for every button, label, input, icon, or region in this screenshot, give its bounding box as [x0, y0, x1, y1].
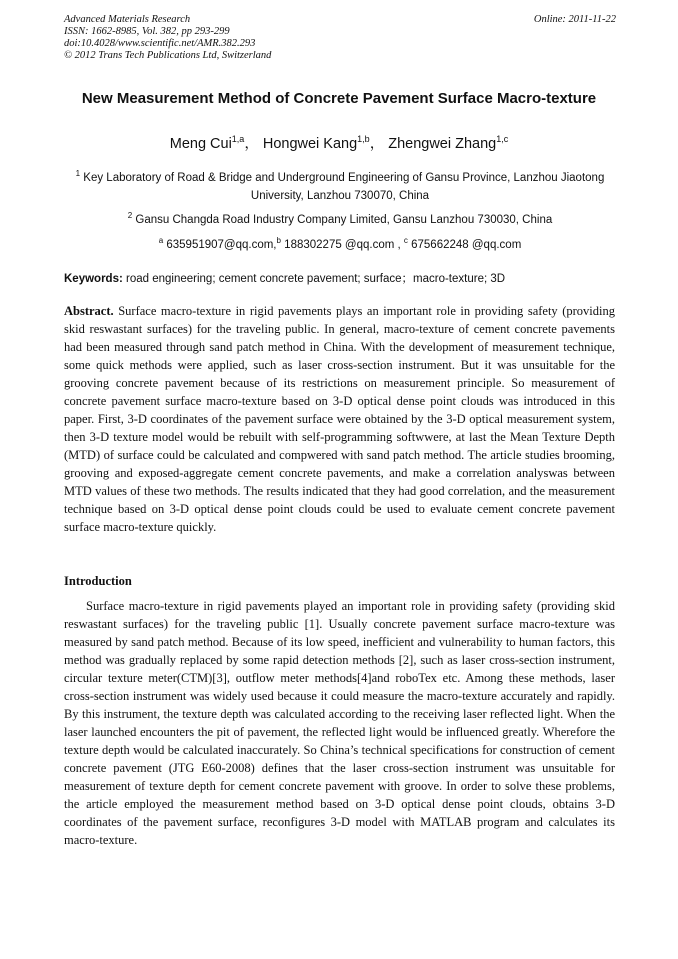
introduction-heading: Introduction: [64, 574, 132, 588]
journal-name: Advanced Materials Research: [64, 14, 191, 25]
issn-line: ISSN: 1662-8985, Vol. 382, pp 293-299: [64, 26, 230, 37]
author-name: Hongwei Kang: [262, 135, 358, 152]
email-mark: a: [158, 236, 164, 245]
email-address: 188302275 @qq.com ,: [284, 238, 401, 251]
affiliation-text: Gansu Changda Road Industry Company Limited, Gansu Lanzhou 730030, China: [135, 213, 553, 226]
online-date: Online: 2011-11-22: [533, 14, 616, 25]
email-address: 635951907@qq.com,: [166, 238, 277, 251]
abstract-text: Surface macro-texture in rigid pavements plays an important role in providing safety (providing skid reswastant surfaces) for the traveling public. In general, macro-texture of cement concrete pavements had been measured through sand patch method in China. With the development of measurement technique, some quick methods were applied, such as laser cross-section instrument. But it was unsuitable for the grooving concrete pavement because of its restrictions on measurement principle. So measurement of concrete pavement surface macro-texture based on 3-D optical dense point clouds was introduced in this paper. First, 3-D coordinates of the pavement surface were obtained by the 3-D optical measurement system, then 3-D texture model would be rebuilt with self-programming softwwere, at last the Mean Texture Depth (MTD) of surface could be calculated and compwered with sand patch method. The article studies brooming, grooving and exposed-aggregate cement concrete pavements, and make a correlation analyswas between MTD values of these two methods. The results indicated that they had good correlation, and the measurement technique based on 3-D optical dense point clouds could be used to evaluate cement concrete pavement surface macro-texture quickly.: [64, 304, 616, 534]
affiliation-1: [64, 165, 616, 205]
author-name: Meng Cui: [169, 135, 232, 152]
keywords-label: Keywords:: [64, 273, 123, 285]
keywords-text: road engineering; cement concrete pavement; surface；macro-texture; 3D: [126, 273, 506, 285]
affiliation-text: Key Laboratory of Road & Bridge and Underground Engineering of Gansu Province, Lanzhou Jiaotong University, Lanzhou 730070, China: [83, 171, 605, 202]
introduction-paragraph: Surface macro-texture in rigid pavements played an important role in providing safety (providing skid reswastant surfaces) for the traveling public [1]. Usually concrete pavement surface macro-texture was measured by sand patch method. Because of its low speed, inefficient and vulnerability to human factors, this method was gradually replaced by some rapid detection methods [2], such as laser cross-section instrument, circular texture meter(CTM)[3], outflow meter methods[4]and roboTex etc. Among these methods, laser cross-section instrument was widely used because it could measure the macro-texture accurately and rapidly. By this instrument, the texture depth was calculated according to the receiving laser reflected light. When the laser launched encounters the pit of pavement, the reflected light would be influenced greatly. Wherefore the texture depth would be calculated inaccurately. So China’s technical specifications for construction of cement concrete pavement (JTG E60-2008) defines that the laser cross-section instrument was unsuitable for measurement of texture depth for cement concrete pavement with groove. In order to solve these problems, the article employed the measurement method based on 3-D optical dense point clouds, obtains 3-D coordinates of the pavement surface, reconfigures 3-D model with MATLAB program and calculates its macro-texture.: [64, 599, 615, 847]
abstract-label: Abstract.: [64, 304, 114, 318]
doi-line: doi:10.4028/www.scientific.net/AMR.382.293: [64, 38, 256, 49]
author-affiliation-mark: 1,c: [496, 134, 509, 144]
author-affiliation-mark: 1,b: [357, 134, 370, 144]
author-separator: ，: [244, 135, 259, 152]
affiliation-mark: 1: [75, 169, 81, 178]
affiliation-2: [64, 207, 616, 229]
paper-title: New Measurement Method of Concrete Pavement Surface Macro-texture: [81, 90, 597, 107]
keywords-line: [64, 271, 616, 287]
author-affiliation-mark: 1,a: [231, 134, 245, 144]
copyright-line: © 2012 Trans Tech Publications Ltd, Switzerland: [64, 50, 272, 61]
email-mark: b: [276, 236, 281, 245]
email-address: 675662248 @qq.com: [411, 238, 522, 251]
author-name: Zhengwei Zhang: [388, 135, 497, 152]
abstract-paragraph: [64, 302, 615, 536]
author-separator: ，: [369, 135, 385, 152]
publication-header: [64, 14, 616, 62]
author-emails: [64, 232, 616, 254]
affiliation-mark: 2: [127, 211, 133, 220]
author-list: [40, 130, 638, 153]
email-mark: c: [403, 236, 408, 245]
